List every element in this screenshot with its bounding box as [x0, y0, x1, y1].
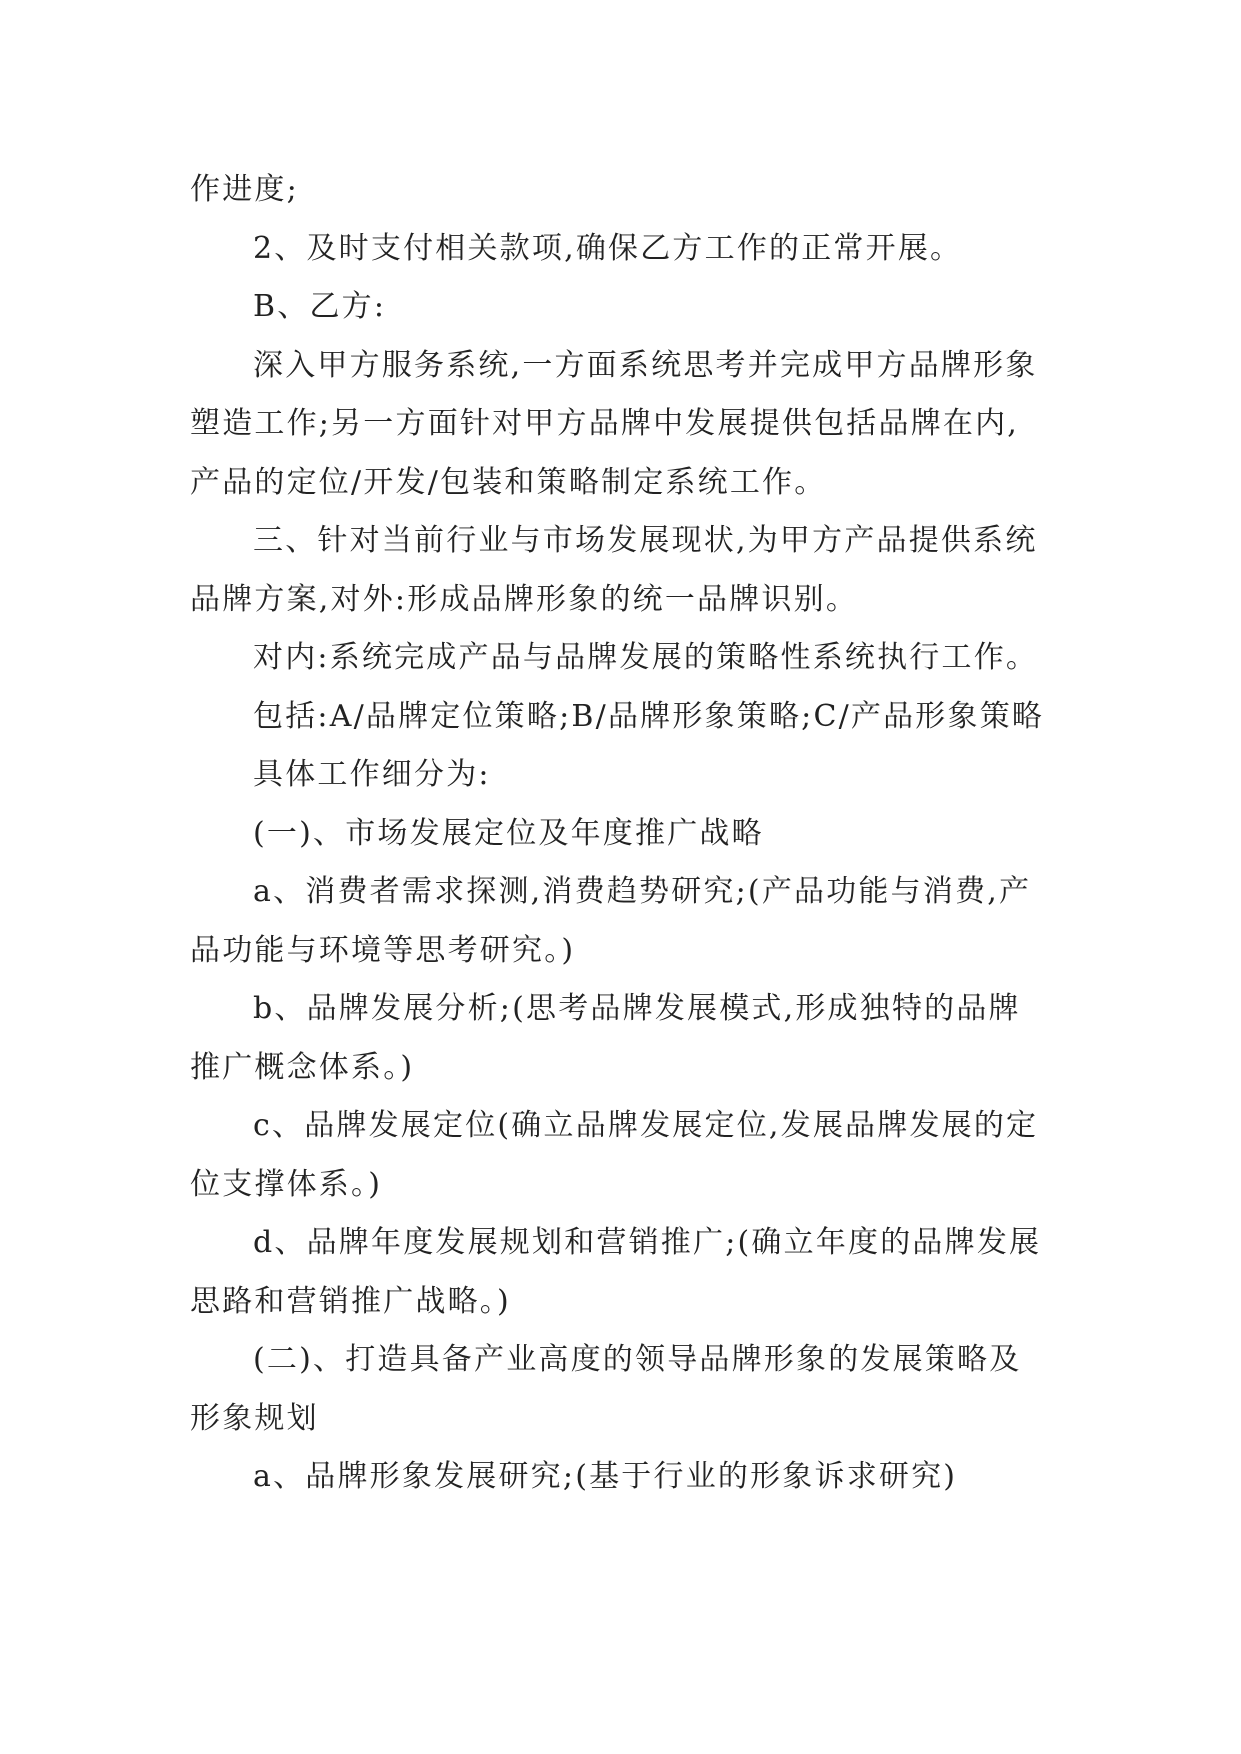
- paragraph-subsection-two: (二)、打造具备产业高度的领导品牌形象的发展策略及形象规划: [190, 1342, 1022, 1436]
- paragraph-item-c: c、品牌发展定位(确立品牌发展定位,发展品牌发展的定位支撑体系。): [190, 1108, 1039, 1202]
- paragraph-party-b-heading: B、乙方:: [253, 289, 387, 324]
- document-body: [190, 161, 1050, 1507]
- paragraph-party-a-item-2: 2、及时支付相关款项,确保乙方工作的正常开展。: [253, 230, 963, 266]
- paragraph-work-breakdown: 具体工作细分为:: [253, 757, 491, 792]
- paragraph-section-three: 三、针对当前行业与市场发展现状,为甲方产品提供系统品牌方案,对外:形成品牌形象的统一品牌识别。: [190, 523, 1038, 617]
- paragraph-item-a: a、消费者需求探测,消费趋势研究;(产品功能与消费,产品功能与环境等思考研究。): [190, 874, 1032, 968]
- paragraph-includes: 包括:A/品牌定位策略;B/品牌形象策略;C/产品形象策略: [253, 698, 1045, 734]
- paragraph-internal: 对内:系统完成产品与品牌发展的策略性系统执行工作。: [253, 640, 1039, 675]
- paragraph-item-a-2: a、品牌形象发展研究;(基于行业的形象诉求研究): [253, 1459, 958, 1494]
- paragraph-item-d: d、品牌年度发展规划和营销推广;(确立年度的品牌发展思路和营销推广战略。): [190, 1225, 1042, 1319]
- paragraph-continuation: 作进度;: [190, 172, 299, 207]
- paragraph-party-b-duties: 深入甲方服务系统,一方面系统思考并完成甲方品牌形象塑造工作;另一方面针对甲方品牌中发展提供包括品牌在内,产品的定位/开发/包装和策略制定系统工作。: [190, 347, 1038, 500]
- paragraph-subsection-one: (一)、市场发展定位及年度推广战略: [253, 815, 764, 851]
- paragraph-item-b: b、品牌发展分析;(思考品牌发展模式,形成独特的品牌推广概念体系。): [190, 991, 1021, 1085]
